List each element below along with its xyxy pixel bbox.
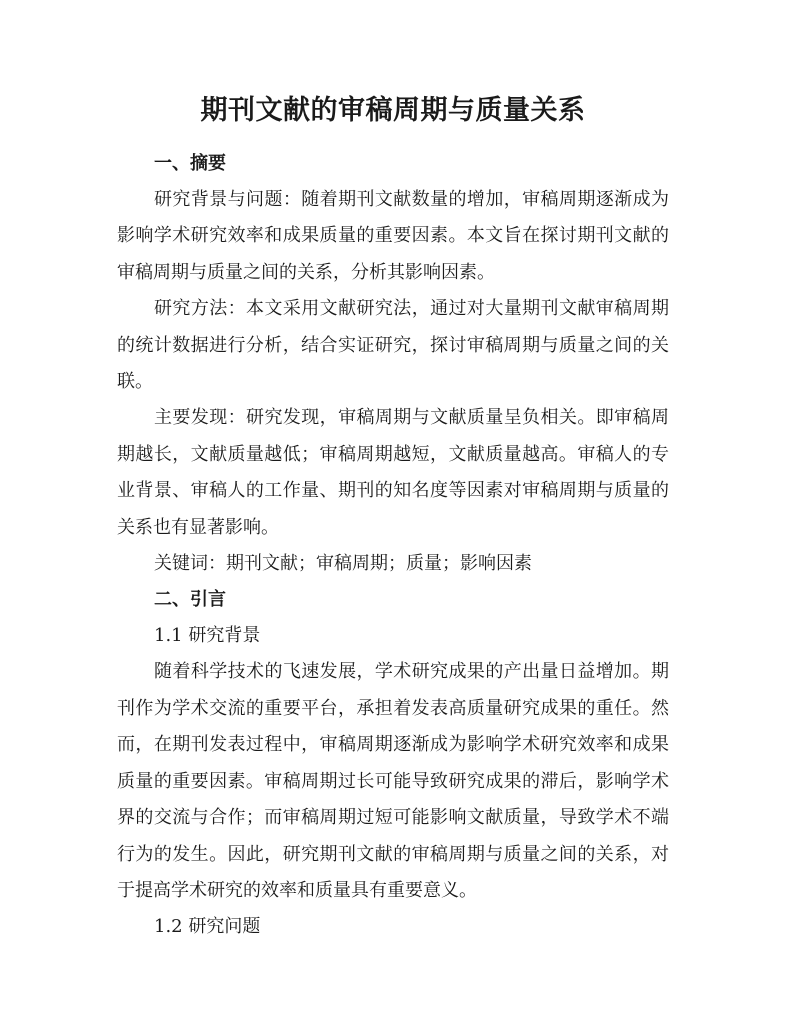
document-title: 期刊文献的审稿周期与质量关系 xyxy=(200,95,586,126)
abstract-heading: 一、摘要 xyxy=(154,153,226,174)
section-1-1-heading: 1.1 研究背景 xyxy=(154,625,261,647)
introduction-heading: 二、引言 xyxy=(154,589,226,611)
keywords-line: 关键词：期刊文献；审稿周期；质量；影响因素 xyxy=(154,553,532,575)
document-page xyxy=(117,90,669,945)
abstract-background-paragraph: 研究背景与问题：随着期刊文献数量的增加，审稿周期逐渐成为影响学术研究效率和成果质量的重要因素。本文旨在探讨期刊文献的审稿周期与质量之间的关系，分析其影响因素。 xyxy=(117,189,669,283)
abstract-method-paragraph: 研究方法：本文采用文献研究法，通过对大量期刊文献审稿周期的统计数据进行分析，结合实证研究，探讨审稿周期与质量之间的关联。 xyxy=(117,298,669,393)
abstract-findings-paragraph: 主要发现：研究发现，审稿周期与文献质量呈负相关。即审稿周期越长，文献质量越低；审稿周期越短，文献质量越高。审稿人的专业背景、审稿人的工作量、期刊的知名度等因素对审稿周期与质量的关系也有显著影响。 xyxy=(117,407,669,538)
section-1-2-heading: 1.2 研究问题 xyxy=(154,916,261,938)
introduction-background-paragraph: 随着科学技术的飞速发展，学术研究成果的产出量日益增加。期刊作为学术交流的重要平台，承担着发表高质量研究成果的重任。然而，在期刊发表过程中，审稿周期逐渐成为影响学术研究效率和成果质量的重要因素。审稿周期过长可能导致研究成果的滞后，影响学术界的交流与合作；而审稿周期过短可能影响文献质量，导致学术不端行为的发生。因此，研究期刊文献的审稿周期与质量之间的关系，对于提高学术研究的效率和质量具有重要意义。 xyxy=(117,661,669,901)
